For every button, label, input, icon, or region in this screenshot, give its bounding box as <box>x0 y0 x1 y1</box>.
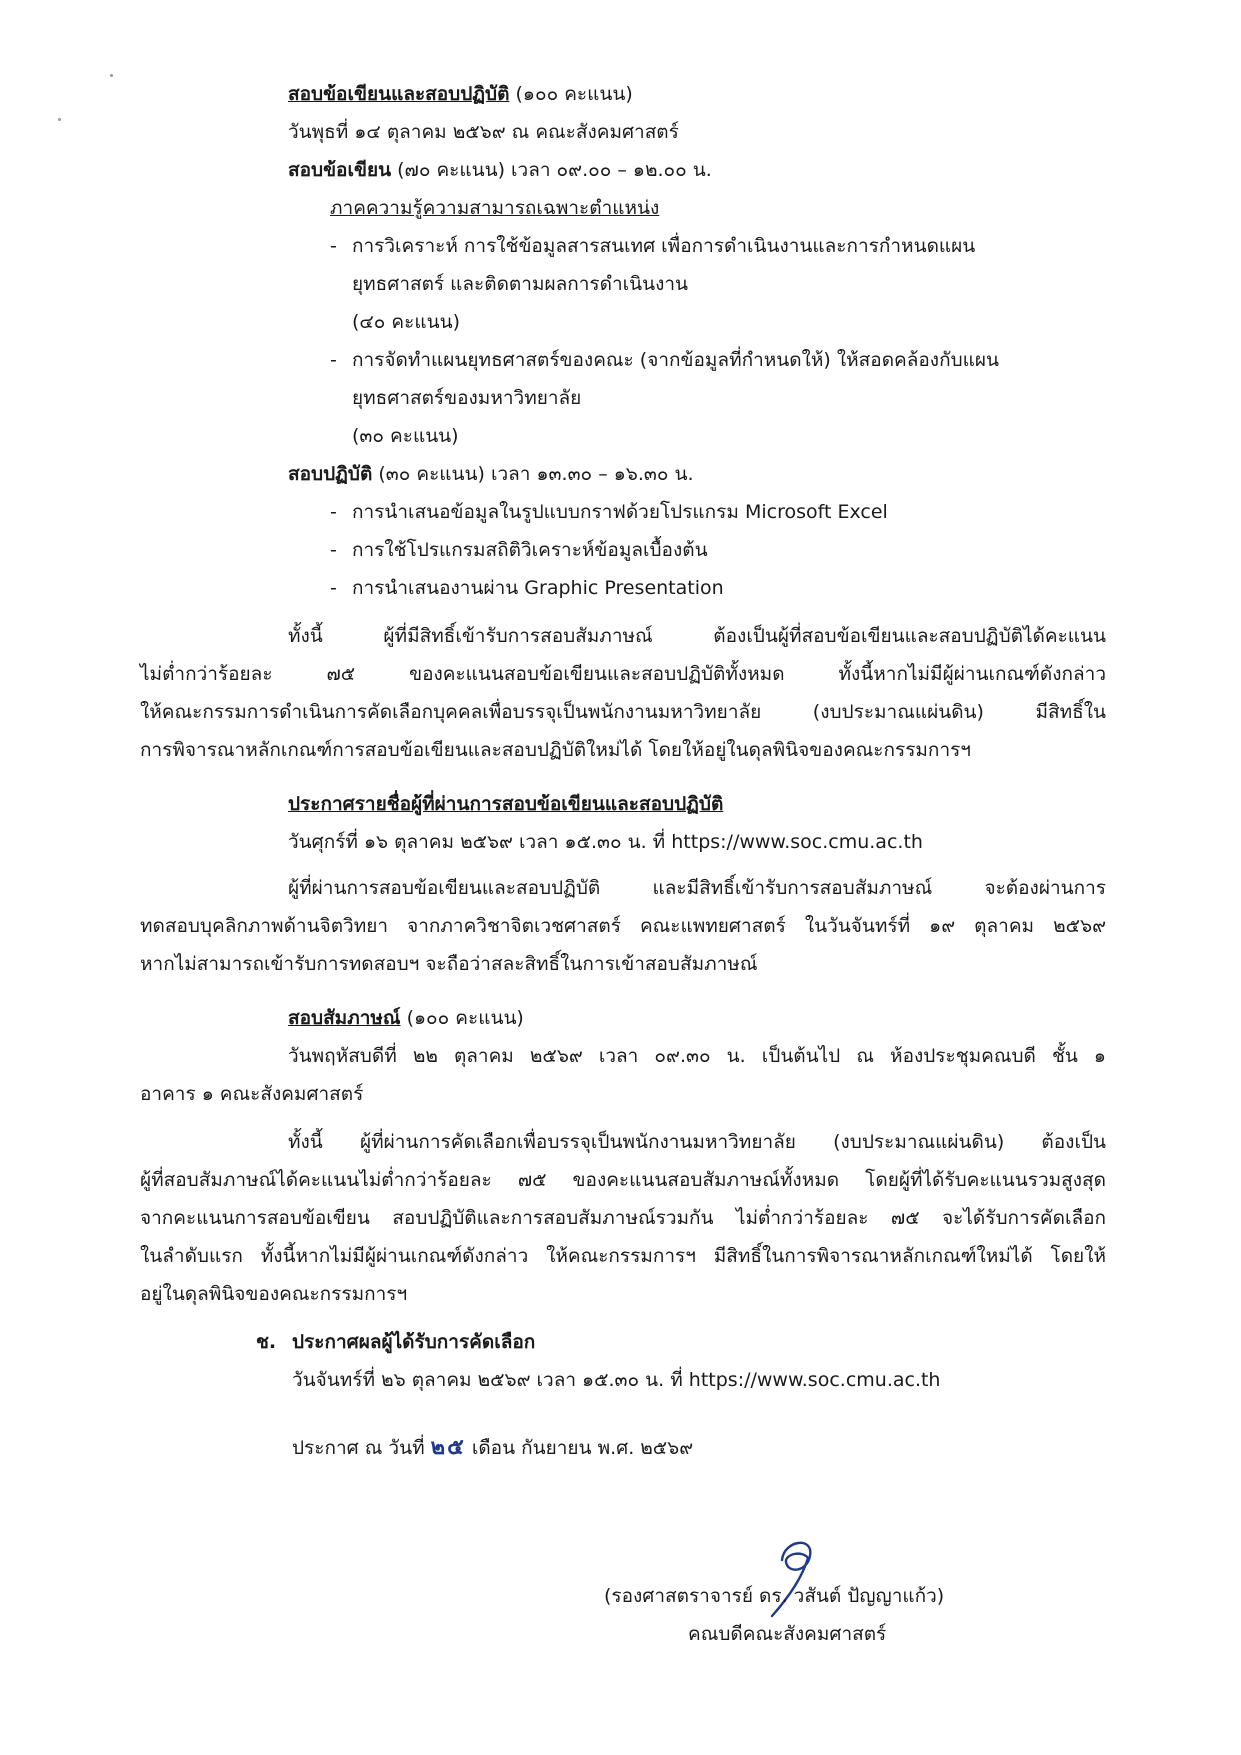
bullet-dash: - <box>330 501 337 523</box>
speck <box>58 118 61 121</box>
result-heading: ประกาศผลผู้ได้รับการคัดเลือก <box>292 1331 536 1353</box>
subsection-title: ภาคความรู้ความสามารถเฉพาะตำแหน่ง <box>330 197 660 219</box>
interview-heading: สอบสัมภาษณ์ <box>288 1007 401 1029</box>
exam-heading-line <box>288 80 633 108</box>
paragraph-line: ให้คณะกรรมการดำเนินการคัดเลือกบุคคลเพื่อบรรจุเป็นพนักงานมหาวิทยาลัย (งบประมาณแผ่นดิน) มีสิทธิ์ใน <box>140 701 1106 723</box>
written-item-points: (๓๐ คะแนน) <box>352 425 459 447</box>
result-date: วันจันทร์ที่ ๒๖ ตุลาคม ๒๕๖๙ เวลา ๑๕.๓๐ น. ที่ https://www.soc.cmu.ac.th <box>292 1369 941 1391</box>
bullet-dash: - <box>330 235 337 257</box>
announce-date-prefix: ประกาศ ณ วันที่ <box>292 1437 425 1459</box>
practical-item-text: การใช้โปรแกรมสถิติวิเคราะห์ข้อมูลเบื้องต้น <box>352 539 708 561</box>
paragraph-line: ไม่ต่ำกว่าร้อยละ ๗๕ ของคะแนนสอบข้อเขียนและสอบปฏิบัติทั้งหมด ทั้งนี้หากไม่มีผู้ผ่านเกณฑ์ดังกล่าว <box>140 663 1106 685</box>
written-exam-time: (๗๐ คะแนน) เวลา ๐๙.๐๐ – ๑๒.๐๐ น. <box>391 159 712 181</box>
paragraph-line: จากคะแนนการสอบข้อเขียน สอบปฏิบัติและการสอบสัมภาษณ์รวมกัน ไม่ต่ำกว่าร้อยละ ๗๕ จะได้รับการคัดเลือก <box>140 1207 1106 1229</box>
written-exam-line <box>288 156 712 184</box>
bullet-dash: - <box>330 349 337 371</box>
announce-day-handwritten: ๒๕ <box>430 1435 466 1460</box>
practical-item-text: การนำเสนอข้อมูลในรูปแบบกราฟด้วยโปรแกรม Microsoft Excel <box>352 501 888 523</box>
interview-heading-line <box>288 1004 524 1032</box>
practical-exam-time: (๓๐ คะแนน) เวลา ๑๓.๓๐ – ๑๖.๓๐ น. <box>372 463 694 485</box>
speck <box>110 74 113 77</box>
announce-date-line <box>292 1434 693 1462</box>
written-item-text: ยุทธศาสตร์ และติดตามผลการดำเนินงาน <box>352 273 689 295</box>
paragraph-line: ในลำดับแรก ทั้งนี้หากไม่มีผู้ผ่านเกณฑ์ดังกล่าว ให้คณะกรรมการฯ มีสิทธิ์ในการพิจารณาหลักเกณฑ์ใหม่ได้ โดยให้ <box>140 1245 1106 1267</box>
practical-exam-label: สอบปฏิบัติ <box>288 463 373 485</box>
written-item-points: (๔๐ คะแนน) <box>352 311 460 333</box>
paragraph-line: อยู่ในดุลพินิจของคณะกรรมการฯ <box>140 1283 408 1305</box>
practical-exam-line <box>288 460 694 488</box>
exam-heading: สอบข้อเขียนและสอบปฏิบัติ <box>288 83 510 105</box>
bullet-dash: - <box>330 577 337 599</box>
written-item-text: ยุทธศาสตร์ของมหาวิทยาลัย <box>352 387 582 409</box>
written-item-text: การจัดทำแผนยุทธศาสตร์ของคณะ (จากข้อมูลที่กำหนดให้) ให้สอดคล้องกับแผน <box>352 349 1000 371</box>
written-item-text: การวิเคราะห์ การใช้ข้อมูลสารสนเทศ เพื่อการดำเนินงานและการกำหนดแผน <box>352 235 976 257</box>
result-marker: ช. <box>256 1331 277 1353</box>
paragraph-line: หากไม่สามารถเข้ารับการทดสอบฯ จะถือว่าสละสิทธิ์ในการเข้าสอบสัมภาษณ์ <box>140 953 758 975</box>
bullet-dash: - <box>330 539 337 561</box>
pass-announcement-heading: ประกาศรายชื่อผู้ที่ผ่านการสอบข้อเขียนและสอบปฏิบัติ <box>288 793 724 815</box>
paragraph-line: การพิจารณาหลักเกณฑ์การสอบข้อเขียนและสอบปฏิบัติใหม่ได้ โดยให้อยู่ในดุลพินิจของคณะกรรมการฯ <box>140 739 971 761</box>
signatory-name: (รองศาสตราจารย์ ดร. วสันต์ ปัญญาแก้ว) <box>604 1585 945 1607</box>
written-exam-label: สอบข้อเขียน <box>288 159 392 181</box>
paragraph-line: ทั้งนี้ ผู้ที่ผ่านการคัดเลือกเพื่อบรรจุเป็นพนักงานมหาวิทยาลัย (งบประมาณแผ่นดิน) ต้องเป็น <box>288 1131 1106 1153</box>
paragraph-line: ทดสอบบุคลิกภาพด้านจิตวิทยา จากภาควิชาจิตเวชศาสตร์ คณะแพทยศาสตร์ ในวันจันทร์ที่ ๑๙ ตุลาคม ๒๕๖๙ <box>140 915 1106 937</box>
interview-location: อาคาร ๑ คณะสังคมศาสตร์ <box>140 1083 364 1105</box>
pass-announcement-date: วันศุกร์ที่ ๑๖ ตุลาคม ๒๕๖๙ เวลา ๑๕.๓๐ น. ที่ https://www.soc.cmu.ac.th <box>288 831 923 853</box>
signatory-position: คณบดีคณะสังคมศาสตร์ <box>688 1623 887 1645</box>
exam-date: วันพุธที่ ๑๔ ตุลาคม ๒๕๖๙ ณ คณะสังคมศาสตร์ <box>288 121 679 143</box>
paragraph-line: ผู้ที่สอบสัมภาษณ์ได้คะแนนไม่ต่ำกว่าร้อยละ ๗๕ ของคะแนนสอบสัมภาษณ์ทั้งหมด โดยผู้ที่ได้รับคะแนนรวมสูงสุด <box>140 1169 1106 1191</box>
interview-details: วันพฤหัสบดีที่ ๒๒ ตุลาคม ๒๕๖๙ เวลา ๐๙.๓๐ น. เป็นต้นไป ณ ห้องประชุมคณบดี ชั้น ๑ <box>288 1045 1106 1067</box>
exam-heading-points: (๑๐๐ คะแนน) <box>509 83 633 105</box>
paragraph-line: ทั้งนี้ ผู้ที่มีสิทธิ์เข้ารับการสอบสัมภาษณ์ ต้องเป็นผู้ที่สอบข้อเขียนและสอบปฏิบัติได้คะแนน <box>288 625 1106 647</box>
interview-points: (๑๐๐ คะแนน) <box>400 1007 524 1029</box>
practical-item-text: การนำเสนองานผ่าน Graphic Presentation <box>352 577 724 599</box>
paragraph-line: ผู้ที่ผ่านการสอบข้อเขียนและสอบปฏิบัติ และมีสิทธิ์เข้ารับการสอบสัมภาษณ์ จะต้องผ่านการ <box>288 877 1106 899</box>
announce-date-month: เดือน กันยายน พ.ศ. ๒๕๖๙ <box>471 1437 694 1459</box>
